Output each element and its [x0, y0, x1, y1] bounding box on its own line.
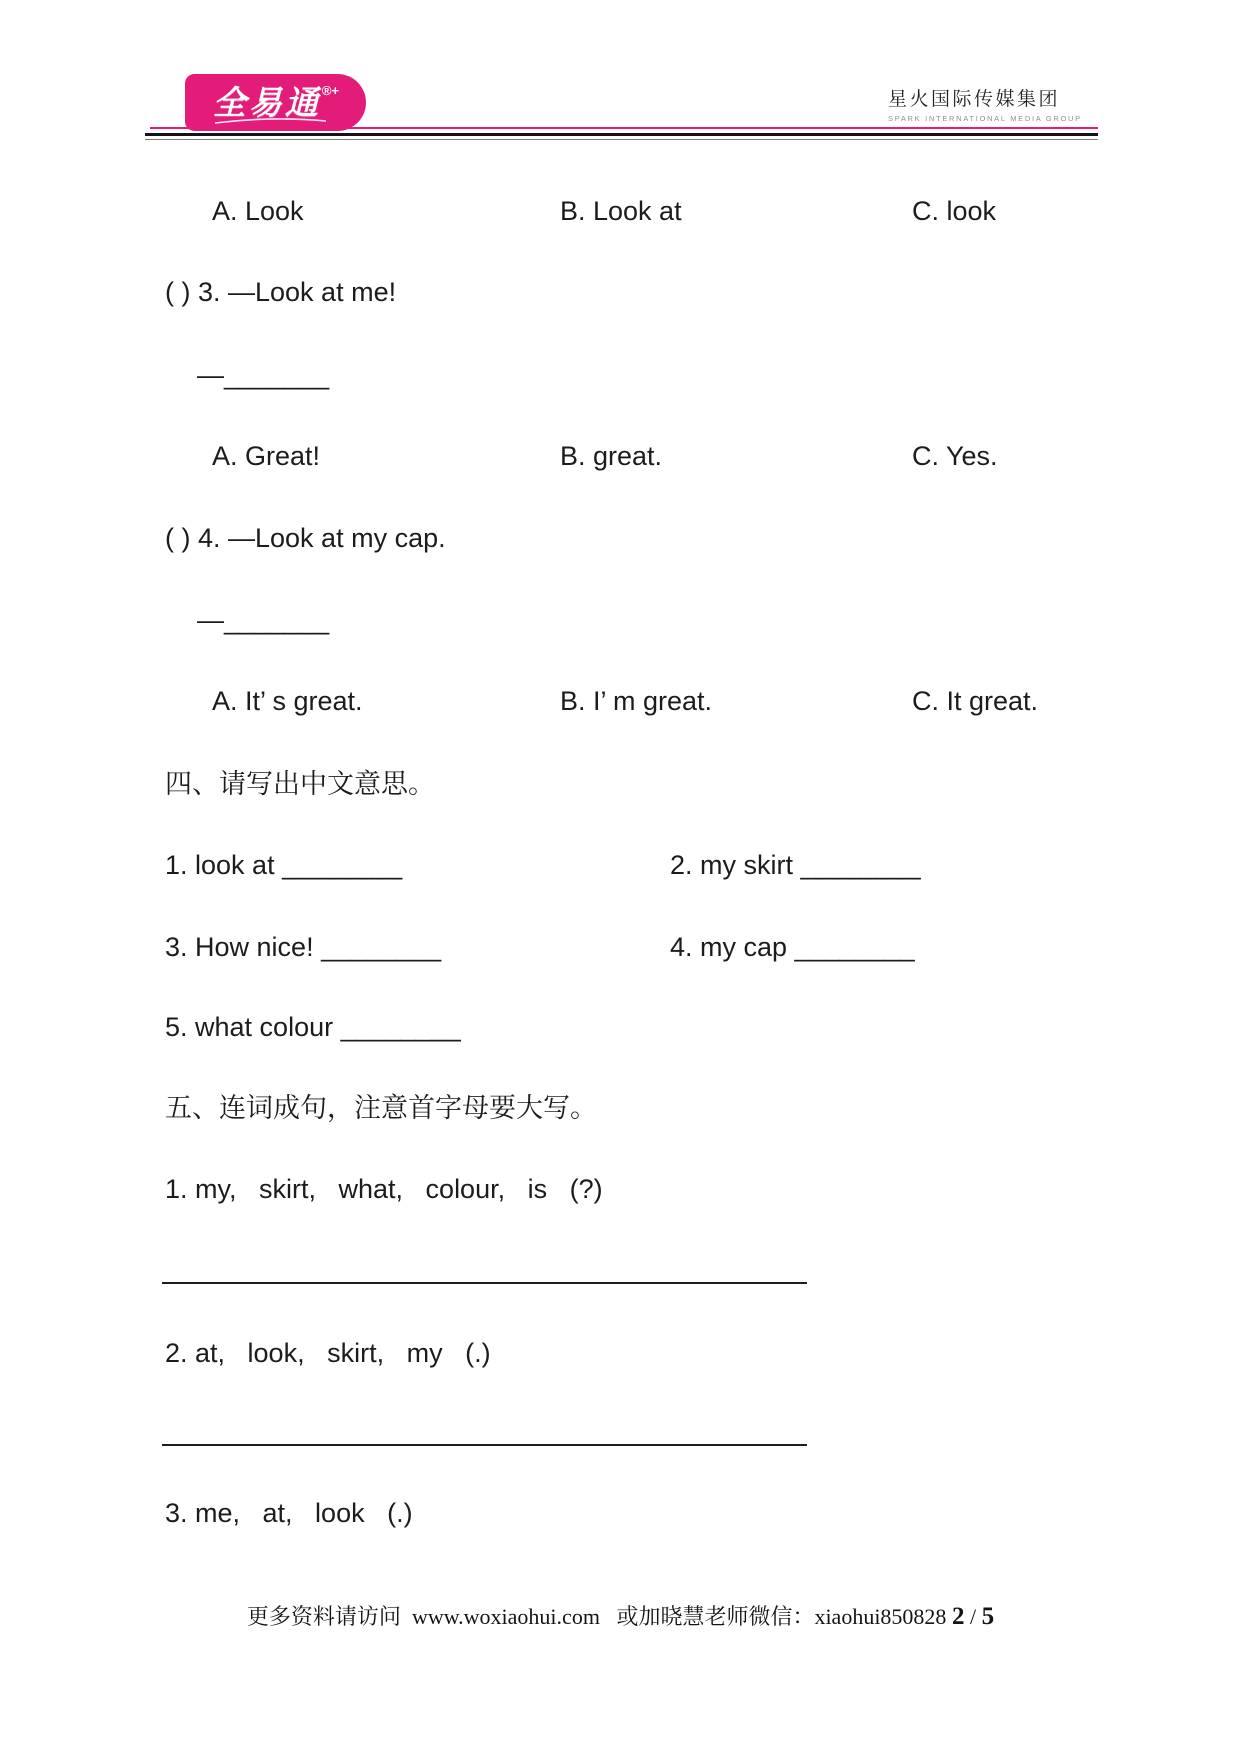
header-rule-black: [145, 133, 1098, 136]
vocab-item-1: 1. look at ________: [165, 850, 403, 880]
q3-prompt: ( ) 3. —Look at me!: [165, 277, 397, 307]
logo-swash-icon: [213, 115, 328, 125]
section5-title: 五、连词成句，注意首字母要大写。: [165, 1093, 597, 1123]
company-name-en: SPARK INTERNATIONAL MEDIA GROUP: [888, 114, 1082, 123]
q3-option-a: A. Great!: [212, 441, 321, 471]
q4-option-c: C. It great.: [912, 686, 1039, 716]
q3-option-b: B. great.: [560, 441, 663, 471]
logo-trademark-plus: ®+: [321, 83, 340, 98]
q2-option-b: B. Look at: [560, 196, 682, 226]
company-header: [888, 84, 1118, 123]
header-rule-gray: [145, 139, 1098, 140]
sentence-item-3: 3. me, at, look (.): [165, 1498, 413, 1528]
footer-wechat-text: 或加晓慧老师微信：xiaohui850828: [599, 1604, 952, 1629]
vocab-item-2: 2. my skirt ________: [670, 850, 921, 880]
page-number-separator: /: [964, 1604, 982, 1629]
q4-option-b: B. I’ m great.: [560, 686, 713, 716]
quanyitong-logo: [185, 74, 366, 131]
vocab-item-4: 4. my cap ________: [670, 932, 915, 962]
company-name-cn: 星火国际传媒集团: [888, 89, 1061, 110]
q4-prompt: ( ) 4. —Look at my cap.: [165, 523, 446, 553]
q4-response-blank: —_______: [197, 605, 330, 635]
page-number-total: 5: [981, 1603, 995, 1630]
section4-title: 四、请写出中文意思。: [165, 769, 435, 799]
q2-option-c: C. look: [912, 196, 997, 226]
q3-option-c: C. Yes.: [912, 441, 998, 471]
logo-text: 全易通: [212, 83, 321, 122]
answer-blank-line-2: [162, 1444, 807, 1446]
footer-visit-text: 更多资料请访问: [246, 1604, 412, 1629]
q3-response-blank: —_______: [197, 360, 330, 390]
q2-option-a: A. Look: [212, 196, 304, 226]
vocab-item-5: 5. what colour ________: [165, 1012, 461, 1042]
footer-url: www.woxiaohui.com: [411, 1604, 600, 1629]
sentence-item-1: 1. my, skirt, what, colour, is (?): [165, 1174, 603, 1204]
q4-option-a: A. It’ s great.: [212, 686, 363, 716]
answer-blank-line-1: [162, 1282, 807, 1284]
sentence-item-2: 2. at, look, skirt, my (.): [165, 1338, 491, 1368]
vocab-item-3: 3. How nice! ________: [165, 932, 442, 962]
page-number-current: 2: [951, 1603, 965, 1630]
footer: [0, 1600, 1241, 1631]
